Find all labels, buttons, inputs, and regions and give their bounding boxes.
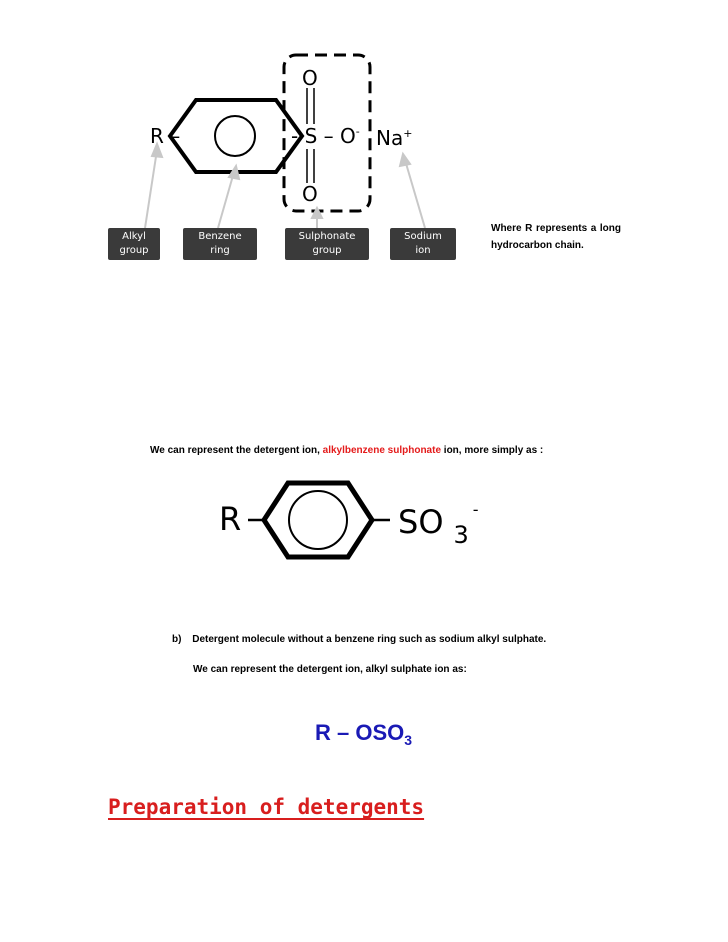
oxygen-bottom: O [302,182,318,206]
charge-plus: + [403,127,413,140]
caption-alkylbenzene [150,445,543,456]
sodium-ion [376,126,412,150]
charge-minus: - [355,125,360,138]
arrow-sodium [405,160,425,228]
benzene-ring-hexagon [170,100,302,172]
caption-after: ion, more simply as : [441,445,544,456]
section-heading: Preparation of detergents [108,795,425,819]
sodium-symbol: Na [376,126,404,150]
r-symbol-2: R [219,500,242,538]
label-sodium-ion [390,228,456,260]
item-b-subtext: We can represent the detergent ion, alkyl sulphate ion as: [193,664,467,675]
bond-dash: – [170,124,181,148]
item-b-text: Detergent molecule without a benzene ring such as sodium alkyl sulphate. [192,634,547,645]
simplified-structure-diagram [0,470,728,590]
label-benzene-text: Benzene ring [198,231,242,256]
charge-minus-2: - [472,500,479,519]
label-alkyl-group [108,228,160,260]
so-symbol: SO [398,503,444,541]
sulfur-oxygen-group [291,124,360,148]
sulphonate-formula [398,500,479,549]
formula-main: R – OSO [315,720,405,745]
r-definition-note: Where R represents a long hydrocarbon chain. [491,223,621,251]
label-sulphonate-text: Sulphonate group [298,231,356,256]
item-b [172,634,546,645]
label-alkyl-text: Alkyl group [119,231,149,256]
label-sulphonate-group [285,228,369,260]
arrow-benzene [218,172,234,228]
caption-before: We can represent the detergent ion, [150,445,323,456]
benzene-ring-hexagon-2 [264,483,372,557]
subscript-3: 3 [453,521,469,549]
label-sodium-text: Sodium ion [404,231,442,256]
benzene-ring-circle-2 [289,491,347,549]
item-b-marker: b) [172,634,182,645]
alkyl-sulphate-formula [315,720,412,748]
caption-highlight: alkylbenzene sulphonate [322,445,442,456]
label-benzene-ring [183,228,257,260]
sulfur-oxygen-text: - S – O [291,124,356,148]
oxygen-top: O [302,66,318,90]
formula-subscript: 3 [404,732,413,748]
arrow-alkyl [145,150,157,228]
r-symbol: R [150,124,164,148]
r-group-label [150,124,180,148]
benzene-ring-circle [215,116,255,156]
